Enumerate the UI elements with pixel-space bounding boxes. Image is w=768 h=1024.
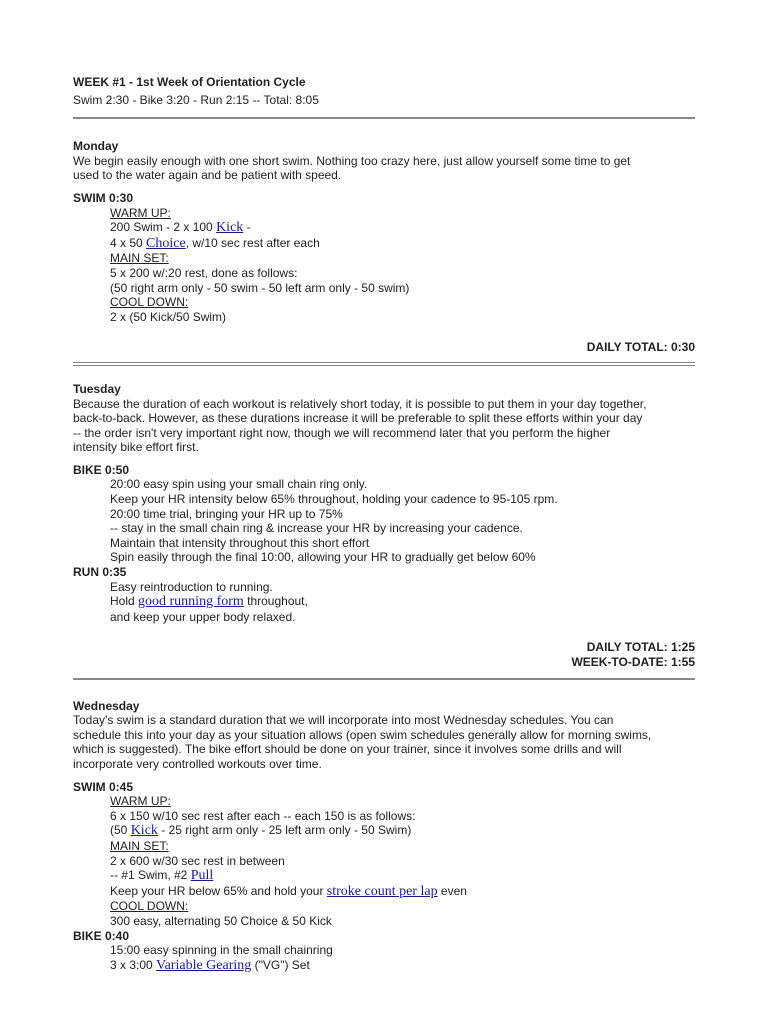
- main-set-label: MAIN SET:: [110, 838, 169, 853]
- main-set-label: MAIN SET:: [110, 251, 169, 266]
- workout-line: 15:00 easy spinning in the small chainring: [110, 943, 333, 958]
- week-summary: Swim 2:30 - Bike 3:20 - Run 2:15 -- Total: 8:05: [73, 92, 319, 107]
- day-heading-monday: Monday: [73, 139, 119, 154]
- workout-line: Keep your HR intensity below 65% throughout, holding your cadence to 95-105 rpm.: [110, 492, 558, 507]
- workout-text: 3 x 3:00: [110, 957, 157, 972]
- workout-text: 4 x 50: [110, 235, 147, 250]
- workout-line: [110, 958, 695, 974]
- monday-intro-line: used to the water again and be patient with speed.: [73, 168, 342, 183]
- stroke-count-link[interactable]: stroke count per lap: [326, 883, 438, 899]
- tuesday-intro-line: -- the order isn't very important right now, though we will recommend later that you perform the higher: [73, 425, 611, 440]
- wednesday-swim-workout: [73, 794, 695, 928]
- workout-line: [110, 236, 695, 252]
- wednesday-intro-line: Today's swim is a standard duration that we will incorporate into most Wednesday schedules. You can: [73, 713, 614, 728]
- workout-text: - 25 right arm only - 25 left arm only - 50 Swim): [157, 823, 412, 838]
- kick-link[interactable]: Kick: [130, 823, 158, 839]
- workout-text: Hold: [110, 594, 139, 609]
- workout-line: 6 x 150 w/10 sec rest after each -- each 150 is as follows:: [110, 808, 416, 823]
- day-heading-wednesday: Wednesday: [73, 698, 140, 713]
- tuesday-intro-line: back-to-back. However, as these durations increase it will be preferable to split these efforts within your day: [73, 411, 643, 426]
- workout-line: and keep your upper body relaxed.: [110, 609, 296, 624]
- tuesday-week-to-date: WEEK-TO-DATE: 1:55: [571, 655, 695, 669]
- workout-text: -- #1 Swim, #2: [110, 868, 191, 883]
- workout-line: [110, 868, 695, 884]
- tuesday-intro-line: intensity bike effort first.: [73, 440, 199, 455]
- workout-text: (50: [110, 823, 131, 838]
- workout-line: Easy reintroduction to running.: [110, 579, 273, 594]
- day-heading-tuesday: Tuesday: [73, 381, 121, 396]
- workout-line: [110, 823, 695, 839]
- pull-link[interactable]: Pull: [190, 868, 214, 884]
- document-content: [73, 75, 695, 973]
- monday-swim-workout: [73, 206, 695, 325]
- workout-line: Maintain that intensity throughout this short effort: [110, 535, 370, 550]
- workout-text: Keep your HR below 65% and hold your: [110, 883, 327, 898]
- good-running-form-link[interactable]: good running form: [138, 594, 244, 610]
- tuesday-divider: [73, 678, 695, 680]
- wednesday-intro-line: incorporate very controlled workouts over time.: [73, 756, 322, 771]
- workout-line: 20:00 time trial, bringing your HR up to 75%: [110, 506, 343, 521]
- monday-daily-total: DAILY TOTAL: 0:30: [586, 340, 695, 355]
- workout-text: -: [243, 220, 251, 235]
- monday-intro-line: We begin easily enough with one short swim. Nothing too crazy here, just allow yourself some time to get: [73, 153, 631, 168]
- choice-link[interactable]: Choice: [146, 235, 186, 251]
- tuesday-run-workout: [73, 580, 695, 625]
- cool-down-label: COOL DOWN:: [110, 899, 189, 914]
- wednesday-section: [73, 699, 695, 974]
- tuesday-daily-total: DAILY TOTAL: 1:25: [586, 640, 695, 655]
- workout-line: [110, 884, 695, 900]
- wednesday-swim-label: SWIM 0:45: [73, 779, 134, 794]
- workout-line: 2 x 600 w/30 sec rest in between: [110, 853, 285, 868]
- wednesday-intro-line: schedule this into your day as your situation allows (open swim schedules generally allow for morning swims,: [73, 727, 652, 742]
- monday-divider: [73, 362, 695, 366]
- monday-swim-label: SWIM 0:30: [73, 190, 134, 205]
- variable-gearing-link[interactable]: Variable Gearing: [156, 957, 252, 973]
- header-divider: [73, 117, 695, 119]
- tuesday-run-label: RUN 0:35: [73, 565, 127, 580]
- workout-line: [110, 220, 695, 236]
- wednesday-bike-workout: [73, 943, 695, 973]
- workout-text: 200 Swim - 2 x 100: [110, 220, 217, 235]
- wednesday-bike-label: BIKE 0:40: [73, 928, 130, 943]
- warmup-label: WARM UP:: [110, 205, 171, 220]
- kick-link[interactable]: Kick: [216, 220, 244, 236]
- workout-text: ("VG") Set: [251, 957, 310, 972]
- tuesday-intro-line: Because the duration of each workout is relatively short today, it is possible to put them in your day together,: [73, 396, 647, 411]
- workout-text: even: [437, 883, 467, 898]
- workout-text: , w/10 sec rest after each: [185, 235, 320, 250]
- week-title: WEEK #1 - 1st Week of Orientation Cycle: [73, 75, 306, 89]
- workout-line: 20:00 easy spin using your small chain ring only.: [110, 477, 368, 492]
- workout-line: [110, 594, 695, 610]
- workout-text: throughout,: [243, 594, 308, 609]
- tuesday-section: [73, 382, 695, 670]
- workout-line: Spin easily through the final 10:00, allowing your HR to gradually get below 60%: [110, 550, 536, 565]
- cool-down-label: COOL DOWN:: [110, 295, 189, 310]
- monday-section: [73, 139, 695, 355]
- wednesday-intro-line: which is suggested). The bike effort should be done on your trainer, since it involves some drills and will: [73, 742, 622, 757]
- tuesday-bike-workout: [73, 477, 695, 565]
- workout-line: -- stay in the small chain ring & increase your HR by increasing your cadence.: [110, 521, 523, 536]
- workout-line: (50 right arm only - 50 swim - 50 left arm only - 50 swim): [110, 280, 410, 295]
- workout-line: 5 x 200 w/:20 rest, done as follows:: [110, 265, 298, 280]
- workout-line: 2 x (50 Kick/50 Swim): [110, 309, 227, 324]
- workout-line: 300 easy, alternating 50 Choice & 50 Kick: [110, 913, 332, 928]
- warmup-label: WARM UP:: [110, 794, 171, 809]
- tuesday-bike-label: BIKE 0:50: [73, 462, 130, 477]
